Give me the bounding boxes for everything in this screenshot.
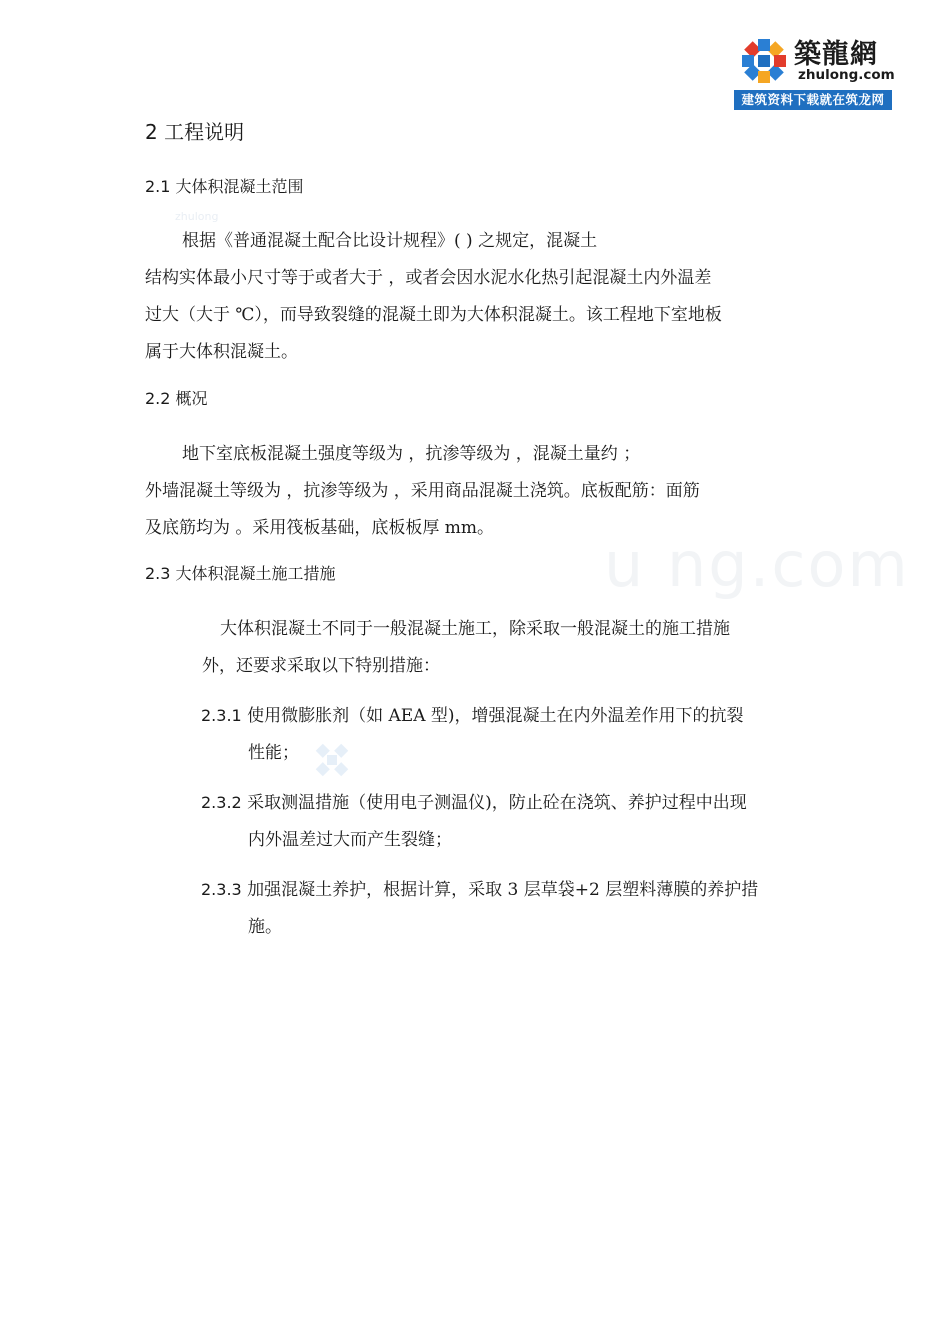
logo-top (734, 32, 895, 88)
s21-line: 属于大体积混凝土。 (145, 342, 298, 362)
item-text: 采取测温措施（使用电子测温仪)，防止砼在浇筑、养护过程中出现 (247, 793, 747, 813)
section-2-2-heading: 2.2 概况 (145, 389, 208, 408)
item-2-3-1 (201, 701, 744, 726)
s23-intro-line: 大体积混凝土不同于一般混凝土施工，除采取一般混凝土的施工措施 (220, 619, 730, 639)
logo-slogan: 建筑资料下载就在筑龙网 (734, 90, 892, 110)
watermark-small: zhulong (175, 210, 219, 223)
item-number: 2.3.2 (201, 793, 242, 812)
item-number: 2.3.1 (201, 706, 242, 725)
item-number: 2.3.3 (201, 880, 242, 899)
item-text: 加强混凝土养护，根据计算，采取 3 层草袋+2 层塑料薄膜的养护措 (247, 880, 759, 900)
item-2-3-2 (201, 788, 747, 813)
s21-line: 结构实体最小尺寸等于或者大于 ，或者会因水泥水化热引起混凝土内外温差 (145, 268, 712, 288)
logo-domain: zhulong.com (798, 67, 895, 83)
watermark-snowflake-icon (310, 738, 354, 782)
item-2-3-1-cont: 性能； (248, 743, 299, 763)
section-2-1-heading: 2.1 大体积混凝土范围 (145, 177, 304, 196)
s23-intro-line: 外，还要求采取以下特别措施： (202, 656, 440, 676)
section-2-heading: 2 工程说明 (145, 120, 245, 144)
item-2-3-2-cont: 内外温差过大而产生裂缝； (248, 830, 452, 850)
item-2-3-3-cont: 施。 (248, 917, 282, 937)
logo-chinese-name: 築龍網 (794, 39, 878, 70)
section-2-3-heading: 2.3 大体积混凝土施工措施 (145, 564, 336, 583)
zhulong-logo (734, 32, 895, 110)
s22-line: 及底筋均为 。采用筏板基础，底板板厚 mm。 (145, 518, 495, 538)
s22-line: 外墙混凝土等级为 ，抗渗等级为 ，采用商品混凝土浇筑。底板配筋：面筋 (145, 481, 700, 501)
s21-line: 根据《普通混凝土配合比设计规程》( ) 之规定，混凝土 (182, 231, 598, 251)
watermark-text: u ng.com (604, 528, 910, 601)
item-2-3-3 (201, 875, 758, 900)
s21-line: 过大（大于 ℃），而导致裂缝的混凝土即为大体积混凝土。该工程地下室地板 (145, 305, 722, 325)
snowflake-logo-icon (736, 34, 792, 88)
s22-line: 地下室底板混凝土强度等级为 ，抗渗等级为 ，混凝土量约 ； (182, 444, 641, 464)
item-text: 使用微膨胀剂（如 AEA 型)，增强混凝土在内外温差作用下的抗裂 (247, 706, 744, 726)
